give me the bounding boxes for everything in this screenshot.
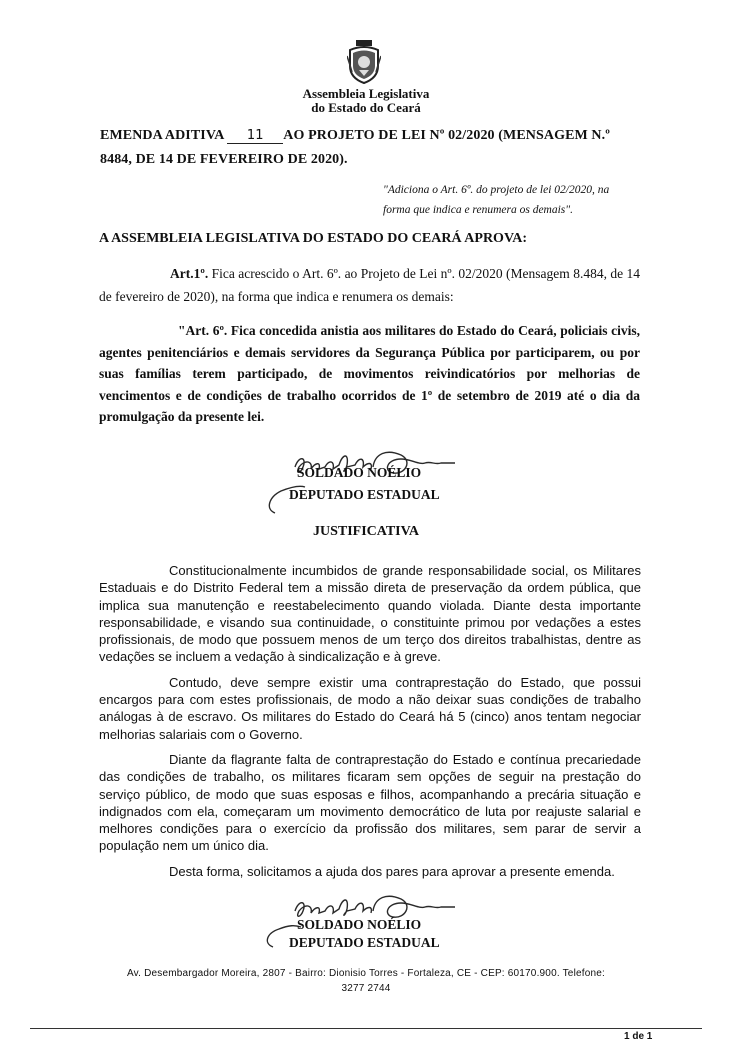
page-number: 1 de 1 [624, 1031, 653, 1042]
justification-paragraph: Constitucionalmente incumbidos de grande responsabilidade social, os Militares Estaduais e do Distrito Federal tem a missão direta de preservação da ordem pública, que implica sua manutenção e reestabelecimento quando violada. Diante desta importante responsabilidade, e visando sua continuidade, o constituinte primou por vedações a estes profissionais, de modo que possuem menos de um terço dos direitos trabalhistas, dentre as vedações se incluem a vedação à sindicalização e à greve. [99, 563, 641, 665]
footer-divider [30, 1028, 702, 1029]
signatory-name: SOLDADO NOÉLIO [297, 465, 422, 480]
signatory-role: DEPUTADO ESTADUAL [289, 935, 440, 950]
signatory-role: DEPUTADO ESTADUAL [289, 487, 440, 502]
state-coat-of-arms-logo [347, 40, 381, 84]
address-line2: 3277 2744 [341, 983, 391, 994]
ementa [383, 180, 641, 220]
ementa-line2: forma que indica e renumera os demais". [383, 204, 573, 216]
amendment-heading-rest: AO PROJETO DE LEI Nº 02/2020 (MENSAGEM N.º [283, 128, 610, 143]
justification-body [99, 562, 641, 888]
justification-paragraph: Contudo, deve sempre existir uma contraprestação do Estado, que possui encargos para com estes profissionais, de modo a não deixar suas condições de trabalho análogas à de escravo. Os militares do Estado do Ceará há 5 (cinco) anos tentam negociar melhorias salariais com o Governo. [99, 674, 641, 742]
amendment-heading [100, 124, 640, 172]
address-footer [80, 966, 652, 996]
enactment-clause: A ASSEMBLEIA LEGISLATIVA DO ESTADO DO CEARÁ APROVA: [99, 231, 528, 246]
institution-name-line2: do Estado do Ceará [311, 100, 421, 115]
article-1 [99, 262, 640, 308]
amendment-number: 11 [227, 128, 283, 144]
justification-paragraph: Diante da flagrante falta de contraprestação do Estado e contínua precariedade das condições de trabalho, os militares ficaram sem opções de seguir na prestação do serviço público, de modo que suas esposas e filhos, acompanhando a precária situação e indignados com ela, começaram um movimento democrático de luta por reajuste salarial e melhores condições para o exercício da profissão dos militares, sem parar de servir a população nem um único dia. [99, 751, 641, 854]
ementa-line1: "Adiciona o Art. 6º. do projeto de lei 02/2020, na [383, 184, 610, 196]
institution-name [260, 87, 472, 115]
address-line1: Av. Desembargador Moreira, 2807 - Bairro: Dionisio Torres - Fortaleza, CE - CEP: 60170.900. Telefone: [126, 968, 605, 979]
signatory-name: SOLDADO NOÉLIO [297, 917, 422, 932]
article-1-label: Art.1º. [170, 266, 209, 281]
article-6: "Art. 6º. Fica concedida anistia aos militares do Estado do Ceará, policiais civis, agentes penitenciários e demais servidores da Segurança Pública por participarem, ou por suas famílias terem participado, de movimentos reivindicatórios por melhorias de vencimentos e de condições de trabalho ocorridos de 1º de setembro de 2019 até o dia da promulgação da presente lei. [99, 323, 640, 424]
article-1-text: Fica acrescido o Art. 6º. ao Projeto de Lei nº. 02/2020 (Mensagem 8.484, de 14 de fevereiro de 2020), na forma que indica e renumera os demais: [99, 266, 641, 304]
justification-paragraph: Desta forma, solicitamos a ajuda dos pares para aprovar a presente emenda. [169, 863, 615, 879]
amendment-heading-line2: 8484, DE 14 DE FEVEREIRO DE 2020). [100, 152, 348, 167]
amendment-prefix: EMENDA ADITIVA [100, 128, 224, 143]
justification-title: JUSTIFICATIVA [312, 524, 420, 539]
institution-name-line1: Assembleia Legislativa [302, 86, 430, 101]
